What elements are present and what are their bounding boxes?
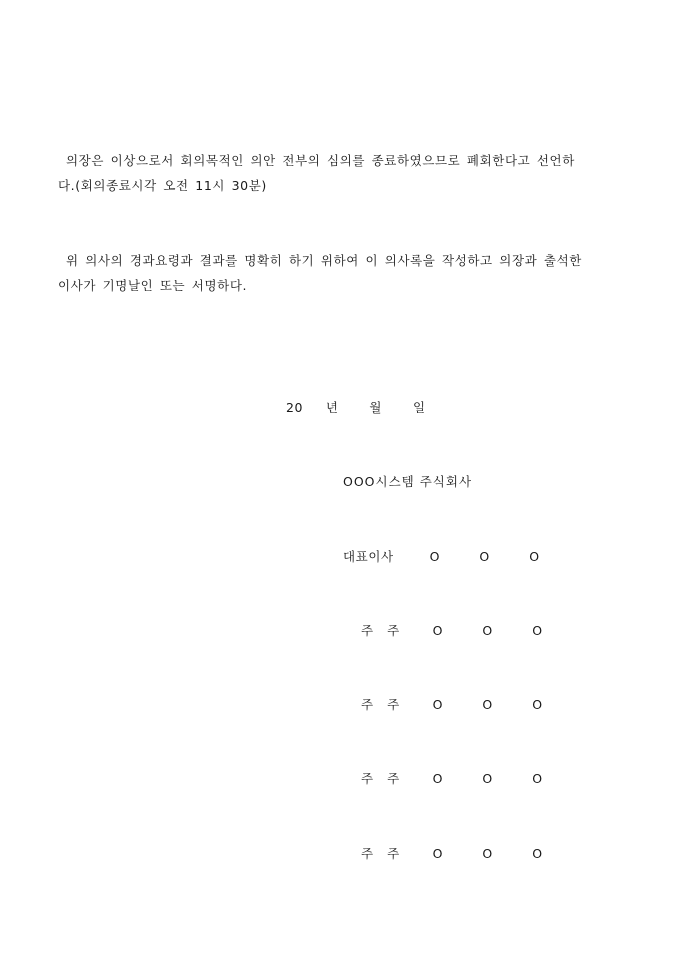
signatory-name: O O O [432, 771, 561, 786]
signatory-role: 주주 [361, 771, 414, 786]
date-month-unit: 월 [369, 400, 382, 415]
signatory-row-shareholder [343, 695, 560, 715]
company-name: OOO시스템 주식회사 [343, 474, 473, 489]
date-line [286, 398, 426, 418]
minutes-statement-line-2: 이사가 기명날인 또는 서명하다. [58, 278, 248, 293]
signatory-row-shareholder [343, 844, 560, 864]
date-year: 20 [286, 400, 303, 415]
signatory-row-representative [343, 547, 557, 567]
date-year-unit: 년 [325, 400, 339, 415]
signatory-role: 주주 [361, 623, 414, 638]
signatory-role: 주주 [361, 697, 414, 712]
closing-declaration-line-2: 다.(회의종료시각 오전 11시 30분) [58, 178, 267, 193]
signatory-role: 대표이사 [343, 549, 394, 564]
signatory-role: 주주 [361, 846, 414, 861]
signatory-row-shareholder [343, 621, 560, 641]
minutes-statement-paragraph [58, 248, 628, 298]
signatory-name: O O O [432, 697, 561, 712]
signatory-name: O O O [432, 846, 561, 861]
minutes-statement-line-1: 위 의사의 경과요령과 결과를 명확히 하기 위하여 이 의사록을 작성하고 의장과 출석한 [66, 253, 582, 268]
closing-declaration-paragraph [58, 148, 628, 198]
signatory-row-shareholder [343, 769, 560, 789]
signatory-name: O O O [432, 623, 561, 638]
date-day-unit: 일 [412, 400, 426, 415]
closing-declaration-line-1: 의장은 이상으로서 회의목적인 의안 전부의 심의를 종료하였으므로 폐회한다고 선언하 [66, 153, 575, 168]
signatory-name: O O O [429, 549, 558, 564]
